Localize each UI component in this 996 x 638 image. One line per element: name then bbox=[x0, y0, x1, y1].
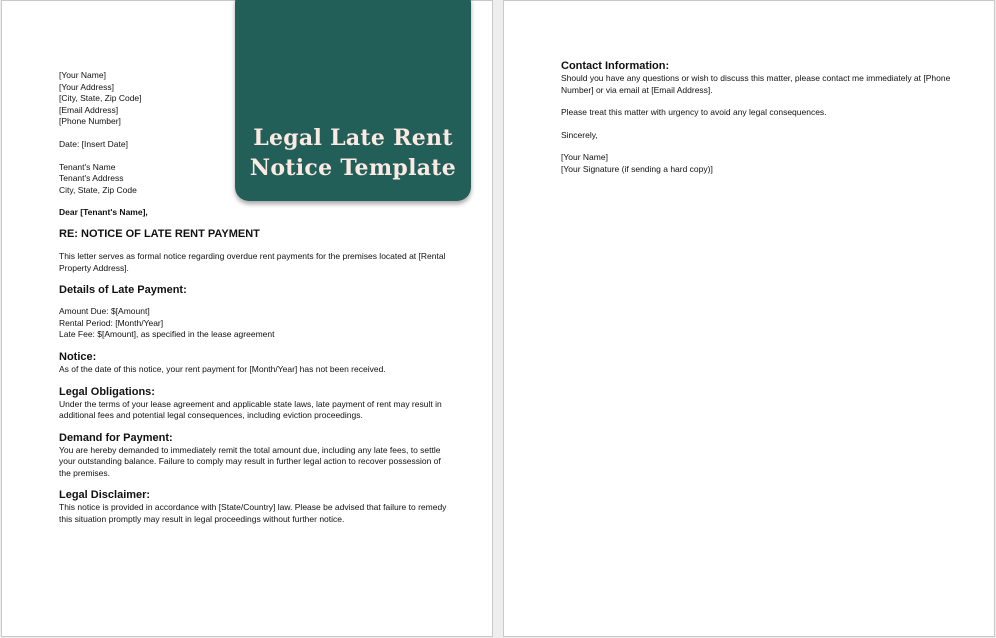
closing-line[interactable]: Sincerely, bbox=[561, 129, 598, 140]
document-page-1 bbox=[1, 0, 493, 637]
subject-heading[interactable]: RE: NOTICE OF LATE RENT PAYMENT bbox=[59, 227, 260, 240]
disclaimer-body[interactable]: This notice is provided in accordance with [State/Country] law. Please be advised that failure to remedy this situation promptly may result in legal proceedings without further notice. bbox=[59, 502, 447, 525]
obligations-body[interactable]: Under the terms of your lease agreement and applicable state laws, late payment of rent may result in additional fees and potential legal consequences, including eviction proceedings. bbox=[59, 398, 442, 421]
late-fee[interactable]: Late Fee: $[Amount], as specified in the lease agreement bbox=[59, 329, 275, 340]
recipient-city-state-zip[interactable]: City, State, Zip Code bbox=[59, 184, 137, 195]
disclaimer-heading[interactable]: Legal Disclaimer: bbox=[59, 489, 151, 502]
sender-name[interactable]: [Your Name] bbox=[59, 70, 106, 80]
letter-body-page-2[interactable] bbox=[561, 60, 961, 176]
sender-city-state-zip[interactable]: [City, State, Zip Code] bbox=[59, 93, 142, 104]
obligations-heading[interactable]: Legal Obligations: bbox=[59, 385, 155, 398]
intro-paragraph[interactable]: This letter serves as formal notice regarding overdue rent payments for the premises located at [Rental Property Address]. bbox=[59, 250, 446, 273]
signer-name[interactable]: [Your Name] bbox=[561, 152, 608, 163]
sender-phone[interactable]: [Phone Number] bbox=[59, 116, 121, 127]
contact-body[interactable]: Should you have any questions or wish to discuss this matter, please contact me immediately at [Phone Number] or via email at [Email Address]. bbox=[561, 73, 951, 95]
banner-title: Legal Late Rent Notice Template bbox=[249, 125, 457, 181]
recipient-name[interactable]: Tenant's Name bbox=[59, 161, 116, 172]
date-line[interactable]: Date: [Insert Date] bbox=[59, 138, 128, 149]
notice-heading[interactable]: Notice: bbox=[59, 350, 97, 363]
sender-address[interactable]: [Your Address] bbox=[59, 81, 114, 92]
amount-due[interactable]: Amount Due: $[Amount] bbox=[59, 306, 150, 317]
notice-body[interactable]: As of the date of this notice, your rent payment for [Month/Year] has not been received. bbox=[59, 363, 386, 374]
urgency-line[interactable]: Please treat this matter with urgency to avoid any legal consequences. bbox=[561, 107, 827, 118]
signature-line[interactable]: [Your Signature (if sending a hard copy)] bbox=[561, 163, 713, 174]
document-page-2 bbox=[503, 0, 995, 637]
contact-heading[interactable]: Contact Information: bbox=[561, 60, 670, 72]
salutation[interactable]: Dear [Tenant's Name], bbox=[59, 207, 148, 218]
rental-period[interactable]: Rental Period: [Month/Year] bbox=[59, 317, 164, 328]
sender-email[interactable]: [Email Address] bbox=[59, 104, 119, 115]
demand-heading[interactable]: Demand for Payment: bbox=[59, 431, 173, 444]
recipient-address[interactable]: Tenant's Address bbox=[59, 173, 124, 184]
demand-body[interactable]: You are hereby demanded to immediately remit the total amount due, including any late fees, to settle your outstanding balance. Failure to comply may result in further legal action to recover possession of the premises. bbox=[59, 444, 441, 478]
letter-body-page-1[interactable] bbox=[59, 70, 449, 526]
details-heading[interactable]: Details of Late Payment: bbox=[59, 284, 187, 297]
